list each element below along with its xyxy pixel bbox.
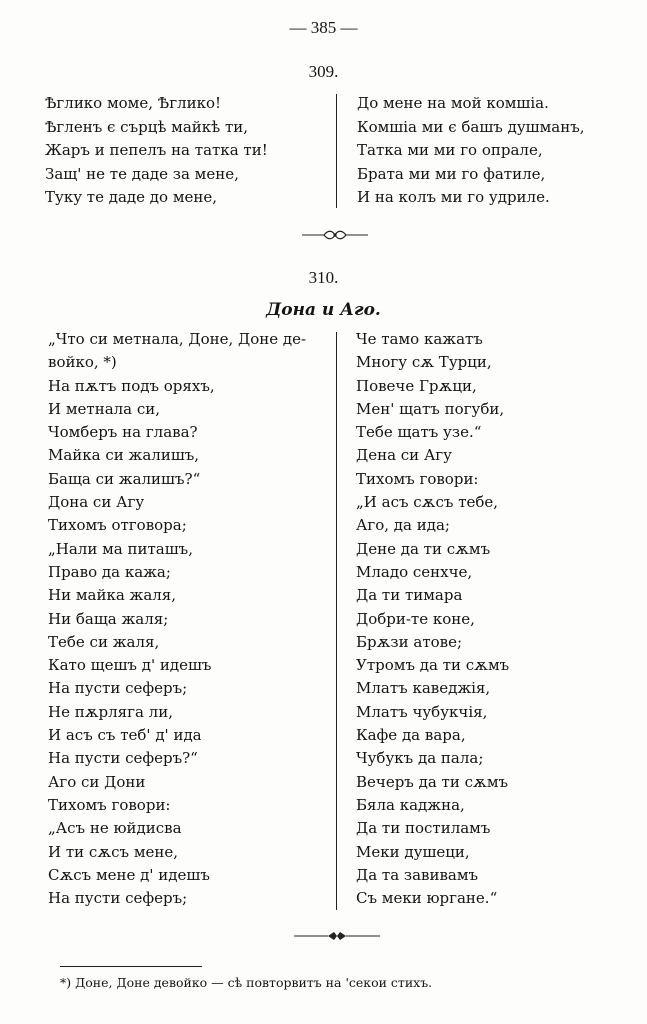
verse-line: Мен' щатъ погуби, bbox=[356, 399, 505, 418]
verse-line: Като щешъ д' идешъ bbox=[48, 656, 212, 675]
column-divider bbox=[336, 94, 337, 208]
ornament-divider bbox=[292, 930, 382, 942]
verse-line: Тихомъ отговора; bbox=[48, 516, 187, 535]
poem-310-right-column bbox=[356, 328, 509, 910]
verse-line: Не пѫрляга ли, bbox=[48, 702, 173, 721]
verse-line: Дене да ти сѫмъ bbox=[356, 539, 491, 558]
verse-line: На пусти сеферъ?“ bbox=[48, 749, 198, 768]
verse-line: До мене на мой комшiа. bbox=[357, 94, 549, 112]
verse-line: Сѫсъ мене д' идешъ bbox=[48, 865, 210, 884]
verse-line: Чомберъ на глава? bbox=[48, 423, 198, 442]
poem-310-title: Дона и Аго. bbox=[266, 300, 381, 320]
verse-line: „Что си метнала, Доне, Доне де- bbox=[48, 330, 307, 348]
verse-line: Баща си жалишъ?“ bbox=[48, 469, 201, 488]
verse-line: И метнала си, bbox=[48, 399, 161, 418]
verse-line: Бяла каджна, bbox=[356, 795, 465, 814]
verse-line: Ни майка жаля, bbox=[48, 586, 177, 605]
verse-line: Да ти постиламъ bbox=[356, 819, 491, 838]
verse-line: И асъ съ теб' д' ида bbox=[48, 726, 202, 745]
verse-line: Младо сенхче, bbox=[356, 562, 473, 581]
poem-309-right-column bbox=[357, 92, 585, 210]
verse-line: И ти сѫсъ мене, bbox=[48, 842, 179, 861]
verse-line: Повече Грѫци, bbox=[356, 376, 477, 395]
verse-line: Млатъ каведжiя, bbox=[356, 679, 491, 698]
verse-line: Кафе да вара, bbox=[356, 726, 466, 745]
verse-line: Брата ми ми го фатиле, bbox=[357, 164, 546, 183]
verse-line: Майка си жалишъ, bbox=[48, 446, 200, 465]
verse-line: Тихомъ говори: bbox=[48, 795, 171, 814]
poem-309-number: 309. bbox=[308, 62, 339, 81]
verse-line: Комшiа ми є башъ душманъ, bbox=[357, 117, 585, 136]
verse-line: Тебе щатъ узе.“ bbox=[356, 423, 482, 442]
verse-line: Тихомъ говори: bbox=[356, 469, 479, 488]
verse-line: Млатъ чубукчiя, bbox=[356, 702, 488, 721]
verse-line: На пусти сеферъ; bbox=[48, 679, 188, 698]
verse-line: На пѫтъ подъ оряхъ, bbox=[48, 376, 215, 395]
column-divider bbox=[336, 332, 337, 910]
verse-line: Съ меки юргане.“ bbox=[356, 889, 498, 908]
verse-line: Многу сѫ Турци, bbox=[356, 353, 492, 372]
verse-line: Туку те даде до мене, bbox=[45, 188, 218, 207]
verse-line: Жаръ и пепелъ на татка ти! bbox=[45, 141, 268, 160]
verse-line: Добри-те коне, bbox=[356, 609, 475, 628]
verse-line: Право да кажа; bbox=[48, 562, 171, 581]
verse-line: Татка ми ми го опрале, bbox=[357, 141, 543, 160]
verse-line: „И асъ сѫсъ тебе, bbox=[356, 493, 499, 512]
verse-line: Аго си Дони bbox=[48, 772, 146, 791]
verse-line: Чубукъ да пала; bbox=[356, 749, 484, 768]
verse-line: войко, *) bbox=[48, 353, 117, 372]
poem-309-left-column bbox=[45, 92, 268, 210]
verse-line: Дона си Агу bbox=[48, 493, 145, 512]
verse-line: Дена си Агу bbox=[356, 446, 452, 465]
verse-line: Ѣглико моме, Ѣглико! bbox=[45, 94, 222, 112]
verse-line: Да та завивамъ bbox=[356, 865, 479, 884]
verse-line: Защ' не те даде за мене, bbox=[45, 164, 239, 183]
footnote-rule bbox=[60, 966, 202, 967]
verse-line: Да ти тимара bbox=[356, 586, 463, 605]
verse-line: И на колъ ми го удриле. bbox=[357, 188, 550, 207]
verse-line: „Нали ма питашъ, bbox=[48, 539, 193, 558]
verse-line: На пусти сеферъ; bbox=[48, 889, 188, 908]
verse-line: Ни баща жаля; bbox=[48, 609, 169, 628]
verse-line: Вечеръ да ти сѫмъ bbox=[356, 772, 509, 791]
verse-line: Ѣгленъ є сърцѣ майкѣ ти, bbox=[45, 117, 249, 136]
verse-line: Аго, да ида; bbox=[356, 516, 450, 535]
verse-line: Меки душеци, bbox=[356, 842, 470, 861]
page-number: — 385 — bbox=[289, 18, 358, 37]
verse-line: Тебе си жаля, bbox=[48, 632, 160, 651]
verse-line: Че тамо кажатъ bbox=[356, 330, 483, 348]
verse-line: „Асъ не юйдисва bbox=[48, 819, 182, 838]
ornament-divider bbox=[300, 228, 370, 242]
poem-310-number: 310. bbox=[308, 268, 339, 287]
footnote: *) Доне, Доне девойко — сѣ повторвитъ на 'секои стихъ. bbox=[60, 975, 433, 990]
verse-line: Брѫзи атове; bbox=[356, 632, 463, 651]
verse-line: Утромъ да ти сѫмъ bbox=[356, 656, 510, 675]
poem-310-left-column bbox=[48, 328, 306, 910]
